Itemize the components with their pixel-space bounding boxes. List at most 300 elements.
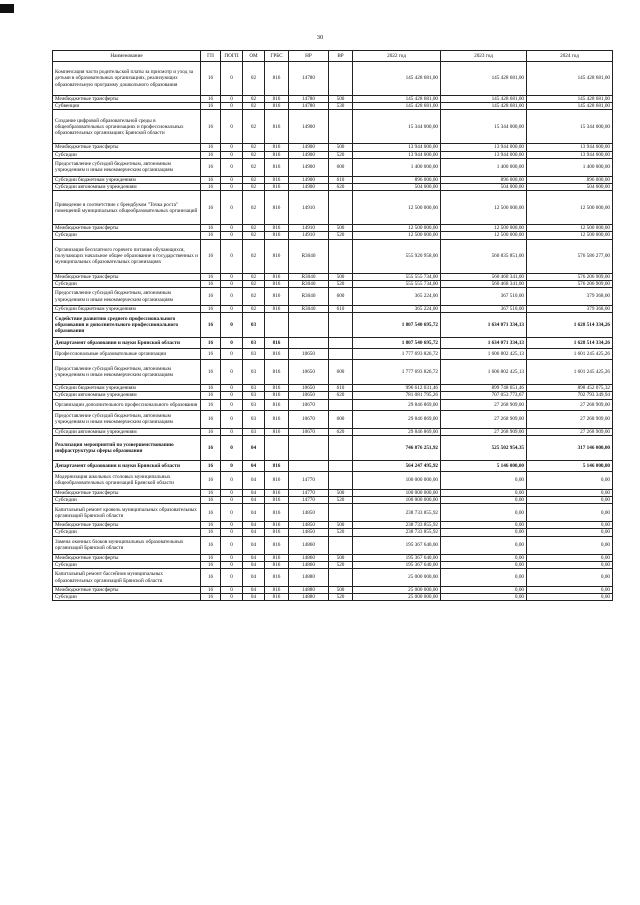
- cell-y2023: 0,00: [441, 561, 527, 568]
- cell-y2024: 12 500 000,00: [527, 232, 613, 239]
- cell-nr: 14850: [289, 529, 329, 536]
- cell-name: Модернизация школьных столовых муниципальных общеобразовательных организаций Брянской области: [53, 471, 201, 489]
- cell-vr: 610: [329, 306, 353, 313]
- cell-grbs: 816: [265, 497, 289, 504]
- cell-y2024: 12 500 000,00: [527, 225, 613, 232]
- cell-y2024: 5 146 000,00: [527, 460, 613, 471]
- cell-grbs: 816: [265, 349, 289, 360]
- cell-name: Субсидии: [53, 232, 201, 239]
- cell-nr: 14900: [289, 144, 329, 151]
- cell-gp: 16: [201, 306, 221, 313]
- cell-om: 02: [243, 232, 265, 239]
- cell-y2024: 13 944 000,00: [527, 151, 613, 158]
- cell-name: Создание цифровой образовательной среды в общеобразовательных организациях и профессиональных образовательных организациях Брянской области: [53, 110, 201, 144]
- cell-gp: 16: [201, 460, 221, 471]
- cell-name: Субсидии автономным учреждениям: [53, 392, 201, 399]
- cell-y2022: 29 846 869,00: [353, 399, 441, 410]
- cell-y2022: 195 367 640,00: [353, 536, 441, 554]
- cell-y2023: 560 468 341,00: [441, 280, 527, 287]
- cell-y2023: 560 835 851,00: [441, 239, 527, 273]
- cell-pogp: 0: [221, 349, 243, 360]
- table-row: [53, 360, 613, 385]
- column-header-vr: ВР: [329, 51, 353, 62]
- cell-gp: 16: [201, 428, 221, 435]
- cell-y2022: 1 777 693 826,72: [353, 360, 441, 385]
- cell-om: 03: [243, 399, 265, 410]
- cell-name: Субсидии: [53, 529, 201, 536]
- cell-vr: 520: [329, 280, 353, 287]
- table-row: [53, 96, 613, 103]
- cell-name: Профессиональные образовательные организации: [53, 349, 201, 360]
- cell-grbs: 816: [265, 561, 289, 568]
- cell-grbs: [265, 313, 289, 338]
- cell-om: 03: [243, 360, 265, 385]
- table-row: [53, 144, 613, 151]
- cell-om: 04: [243, 529, 265, 536]
- cell-gp: 16: [201, 158, 221, 176]
- table-row: [53, 460, 613, 471]
- cell-nr: 10670: [289, 410, 329, 428]
- cell-gp: 16: [201, 435, 221, 460]
- cell-y2023: 0,00: [441, 471, 527, 489]
- cell-om: 04: [243, 594, 265, 601]
- cell-gp: 16: [201, 103, 221, 110]
- cell-y2023: 1 606 802 425,13: [441, 349, 527, 360]
- cell-gp: 16: [201, 176, 221, 183]
- cell-name: Приведение в соответствие с брендбуком "Точка роста" помещений муниципальных общеобразовательных организаций: [53, 191, 201, 225]
- cell-grbs: 816: [265, 110, 289, 144]
- cell-gp: 16: [201, 385, 221, 392]
- cell-y2022: 896 000,00: [353, 176, 441, 183]
- cell-nr: 10650: [289, 360, 329, 385]
- cell-nr: R3040: [289, 288, 329, 306]
- cell-name: Субсидии: [53, 497, 201, 504]
- cell-y2024: 702 793 349,94: [527, 392, 613, 399]
- cell-y2022: 12 500 000,00: [353, 232, 441, 239]
- cell-om: 02: [243, 273, 265, 280]
- cell-grbs: 816: [265, 306, 289, 313]
- cell-vr: [329, 569, 353, 587]
- cell-vr: [329, 536, 353, 554]
- cell-name: Содействие развитию среднего профессионального образования и дополнительного профессионального образования: [53, 313, 201, 338]
- cell-grbs: 816: [265, 176, 289, 183]
- cell-nr: 14850: [289, 504, 329, 522]
- cell-grbs: 816: [265, 554, 289, 561]
- cell-y2023: 145 428 681,00: [441, 103, 527, 110]
- cell-gp: 16: [201, 471, 221, 489]
- cell-om: 02: [243, 144, 265, 151]
- cell-vr: 500: [329, 273, 353, 280]
- cell-y2024: 27 268 909,00: [527, 399, 613, 410]
- table-row: [53, 435, 613, 460]
- cell-nr: [289, 313, 329, 338]
- table-row: [53, 489, 613, 496]
- cell-gp: 16: [201, 349, 221, 360]
- cell-grbs: 816: [265, 239, 289, 273]
- cell-y2023: 0,00: [441, 529, 527, 536]
- cell-om: 02: [243, 103, 265, 110]
- cell-om: 04: [243, 587, 265, 594]
- cell-pogp: 0: [221, 225, 243, 232]
- table-row: [53, 110, 613, 144]
- cell-om: 02: [243, 62, 265, 96]
- cell-om: 04: [243, 569, 265, 587]
- cell-y2023: 145 428 681,00: [441, 62, 527, 96]
- cell-vr: [329, 62, 353, 96]
- cell-pogp: 0: [221, 273, 243, 280]
- table-row: [53, 399, 613, 410]
- cell-y2024: 1 601 245 425,26: [527, 360, 613, 385]
- cell-y2023: 145 428 681,00: [441, 96, 527, 103]
- cell-gp: 16: [201, 594, 221, 601]
- cell-nr: 10670: [289, 428, 329, 435]
- cell-pogp: 0: [221, 561, 243, 568]
- cell-vr: 620: [329, 428, 353, 435]
- cell-name: Субсидии: [53, 151, 201, 158]
- cell-y2022: 555 555 734,00: [353, 273, 441, 280]
- table-header: [53, 51, 613, 62]
- cell-om: 04: [243, 522, 265, 529]
- table-row: [53, 561, 613, 568]
- cell-gp: 16: [201, 144, 221, 151]
- cell-pogp: 0: [221, 184, 243, 191]
- cell-pogp: 0: [221, 306, 243, 313]
- cell-name: Межбюджетные трансферты: [53, 554, 201, 561]
- cell-gp: 16: [201, 489, 221, 496]
- cell-vr: 610: [329, 176, 353, 183]
- cell-name: Межбюджетные трансферты: [53, 489, 201, 496]
- cell-y2024: 145 428 681,00: [527, 62, 613, 96]
- cell-grbs: 816: [265, 504, 289, 522]
- cell-y2023: 1 634 071 334,13: [441, 338, 527, 349]
- cell-y2022: 25 000 000,00: [353, 587, 441, 594]
- cell-grbs: 816: [265, 471, 289, 489]
- cell-name: Реализация мероприятий по усовершенствованию инфраструктуры сферы образования: [53, 435, 201, 460]
- cell-grbs: 816: [265, 96, 289, 103]
- table-row: [53, 497, 613, 504]
- cell-gp: 16: [201, 410, 221, 428]
- cell-y2023: 12 500 000,00: [441, 225, 527, 232]
- cell-grbs: 816: [265, 410, 289, 428]
- cell-y2023: 367 510,00: [441, 306, 527, 313]
- cell-pogp: 0: [221, 522, 243, 529]
- cell-name: Субсидии бюджетным учреждениям: [53, 306, 201, 313]
- cell-vr: 520: [329, 151, 353, 158]
- cell-gp: 16: [201, 587, 221, 594]
- cell-vr: [329, 471, 353, 489]
- cell-grbs: 816: [265, 151, 289, 158]
- cell-vr: 520: [329, 232, 353, 239]
- cell-y2024: 0,00: [527, 504, 613, 522]
- cell-om: 03: [243, 392, 265, 399]
- cell-y2022: 13 944 000,00: [353, 151, 441, 158]
- cell-grbs: 816: [265, 232, 289, 239]
- cell-grbs: 816: [265, 569, 289, 587]
- cell-pogp: 0: [221, 529, 243, 536]
- cell-y2022: 195 367 640,00: [353, 554, 441, 561]
- table-row: [53, 392, 613, 399]
- cell-y2023: 15 344 000,00: [441, 110, 527, 144]
- cell-vr: [329, 349, 353, 360]
- table-row: [53, 529, 613, 536]
- cell-pogp: 0: [221, 385, 243, 392]
- table-row: [53, 176, 613, 183]
- cell-nr: 10670: [289, 399, 329, 410]
- cell-name: Субсидии: [53, 280, 201, 287]
- cell-om: 02: [243, 288, 265, 306]
- cell-gp: 16: [201, 561, 221, 568]
- cell-vr: 530: [329, 103, 353, 110]
- cell-y2023: 707 053 773,67: [441, 392, 527, 399]
- cell-y2023: 1 634 071 334,13: [441, 313, 527, 338]
- cell-om: 02: [243, 158, 265, 176]
- cell-y2023: 525 502 954,35: [441, 435, 527, 460]
- cell-y2022: 12 500 000,00: [353, 225, 441, 232]
- cell-name: Межбюджетные трансферты: [53, 522, 201, 529]
- cell-vr: [329, 313, 353, 338]
- cell-grbs: 816: [265, 399, 289, 410]
- cell-name: Компенсация части родительской платы за присмотр и уход за детьми в образовательных организациях, реализующих образовательную программу дошкольного образования: [53, 62, 201, 96]
- cell-nr: 14900: [289, 110, 329, 144]
- cell-nr: 14880: [289, 594, 329, 601]
- table-row: [53, 225, 613, 232]
- cell-y2023: 0,00: [441, 554, 527, 561]
- cell-y2022: 1 807 540 695,72: [353, 313, 441, 338]
- cell-y2024: 1 628 514 334,26: [527, 313, 613, 338]
- cell-y2023: 896 000,00: [441, 176, 527, 183]
- cell-om: 04: [243, 536, 265, 554]
- cell-grbs: [265, 435, 289, 460]
- cell-nr: 14900: [289, 176, 329, 183]
- cell-name: Организации дополнительного профессионального образования: [53, 399, 201, 410]
- cell-y2024: 0,00: [527, 569, 613, 587]
- table-row: [53, 158, 613, 176]
- cell-y2023: 504 000,00: [441, 184, 527, 191]
- cell-om: 04: [243, 435, 265, 460]
- cell-nr: R3040: [289, 280, 329, 287]
- cell-grbs: 816: [265, 385, 289, 392]
- cell-y2023: 367 510,00: [441, 288, 527, 306]
- cell-y2024: 145 428 681,00: [527, 96, 613, 103]
- cell-pogp: 0: [221, 151, 243, 158]
- table-row: [53, 569, 613, 587]
- cell-y2022: 555 920 958,00: [353, 239, 441, 273]
- cell-name: Предоставление субсидий бюджетным, автономным учреждениям и иным некоммерческим организациям: [53, 410, 201, 428]
- cell-y2022: 555 555 734,00: [353, 280, 441, 287]
- cell-om: 04: [243, 489, 265, 496]
- cell-grbs: 816: [265, 62, 289, 96]
- cell-y2024: 0,00: [527, 529, 613, 536]
- cell-pogp: 0: [221, 594, 243, 601]
- cell-nr: R3040: [289, 273, 329, 280]
- cell-name: Субсидии: [53, 594, 201, 601]
- cell-y2023: 899 748 651,46: [441, 385, 527, 392]
- cell-name: Межбюджетные трансферты: [53, 96, 201, 103]
- cell-y2022: 1 777 693 826,72: [353, 349, 441, 360]
- cell-vr: [329, 191, 353, 225]
- cell-name: Межбюджетные трансферты: [53, 225, 201, 232]
- cell-y2024: 504 000,00: [527, 184, 613, 191]
- cell-vr: [329, 110, 353, 144]
- cell-pogp: 0: [221, 280, 243, 287]
- table-row: [53, 191, 613, 225]
- cell-y2023: 12 500 000,00: [441, 232, 527, 239]
- cell-nr: R3040: [289, 239, 329, 273]
- cell-om: 03: [243, 385, 265, 392]
- column-header-gp: ГП: [201, 51, 221, 62]
- cell-y2023: 13 944 000,00: [441, 151, 527, 158]
- cell-gp: 16: [201, 522, 221, 529]
- cell-name: Межбюджетные трансферты: [53, 587, 201, 594]
- cell-pogp: 0: [221, 435, 243, 460]
- cell-pogp: 0: [221, 338, 243, 349]
- cell-vr: [329, 338, 353, 349]
- cell-pogp: 0: [221, 144, 243, 151]
- cell-pogp: 0: [221, 399, 243, 410]
- cell-y2022: 365 224,00: [353, 288, 441, 306]
- cell-nr: 10650: [289, 349, 329, 360]
- cell-om: 03: [243, 349, 265, 360]
- cell-pogp: 0: [221, 96, 243, 103]
- cell-y2024: 896 000,00: [527, 176, 613, 183]
- cell-gp: 16: [201, 273, 221, 280]
- cell-pogp: 0: [221, 489, 243, 496]
- cell-pogp: 0: [221, 569, 243, 587]
- cell-pogp: 0: [221, 232, 243, 239]
- cell-grbs: 816: [265, 529, 289, 536]
- cell-nr: [289, 435, 329, 460]
- cell-y2024: 145 428 681,00: [527, 103, 613, 110]
- cell-y2024: 379 368,00: [527, 306, 613, 313]
- cell-y2023: 13 944 000,00: [441, 144, 527, 151]
- cell-vr: 610: [329, 385, 353, 392]
- cell-vr: [329, 460, 353, 471]
- cell-om: 02: [243, 96, 265, 103]
- cell-grbs: 816: [265, 489, 289, 496]
- cell-name: Департамент образования и науки Брянской области: [53, 338, 201, 349]
- cell-y2022: 100 000 000,00: [353, 471, 441, 489]
- cell-gp: 16: [201, 392, 221, 399]
- cell-y2022: 746 876 251,92: [353, 435, 441, 460]
- cell-pogp: 0: [221, 62, 243, 96]
- column-header-pogp: ПОГП: [221, 51, 243, 62]
- cell-nr: 14860: [289, 554, 329, 561]
- cell-vr: [329, 504, 353, 522]
- cell-gp: 16: [201, 288, 221, 306]
- cell-gp: 16: [201, 62, 221, 96]
- cell-y2024: 317 146 000,00: [527, 435, 613, 460]
- cell-vr: 600: [329, 360, 353, 385]
- cell-vr: 620: [329, 184, 353, 191]
- cell-name: Межбюджетные трансферты: [53, 144, 201, 151]
- cell-om: 03: [243, 428, 265, 435]
- cell-y2022: 365 224,00: [353, 306, 441, 313]
- cell-y2024: 27 268 909,00: [527, 410, 613, 428]
- cell-nr: 14880: [289, 569, 329, 587]
- cell-om: 03: [243, 338, 265, 349]
- cell-y2024: 0,00: [527, 554, 613, 561]
- page-number: 30: [316, 34, 324, 41]
- cell-om: 04: [243, 471, 265, 489]
- cell-name: Субсидии бюджетным учреждениям: [53, 176, 201, 183]
- cell-name: Субсидии автономным учреждениям: [53, 184, 201, 191]
- cell-y2024: 576 206 909,00: [527, 273, 613, 280]
- cell-name: Субсидии: [53, 561, 201, 568]
- cell-grbs: 816: [265, 184, 289, 191]
- cell-y2024: 1 400 000,00: [527, 158, 613, 176]
- cell-y2022: 25 000 000,00: [353, 569, 441, 587]
- cell-nr: 14770: [289, 497, 329, 504]
- cell-gp: 16: [201, 280, 221, 287]
- cell-grbs: 816: [265, 536, 289, 554]
- cell-name: Организация бесплатного горячего питания обучающихся, получающих начальное общее образование в государственных и муниципальных образовательных организациях: [53, 239, 201, 273]
- cell-y2023: 0,00: [441, 587, 527, 594]
- cell-name: Замена оконных блоков муниципальных образовательных организаций Брянской области: [53, 536, 201, 554]
- cell-y2023: 0,00: [441, 594, 527, 601]
- cell-nr: 14880: [289, 587, 329, 594]
- cell-y2022: 781 081 795,26: [353, 392, 441, 399]
- cell-y2024: 0,00: [527, 522, 613, 529]
- cell-nr: R3040: [289, 306, 329, 313]
- table-row: [53, 103, 613, 110]
- cell-gp: 16: [201, 536, 221, 554]
- cell-pogp: 0: [221, 536, 243, 554]
- table-row: [53, 151, 613, 158]
- cell-nr: 10650: [289, 392, 329, 399]
- cell-nr: 10650: [289, 385, 329, 392]
- cell-grbs: 816: [265, 360, 289, 385]
- table-row: [53, 349, 613, 360]
- cell-gp: 16: [201, 96, 221, 103]
- cell-pogp: 0: [221, 176, 243, 183]
- cell-y2023: 0,00: [441, 536, 527, 554]
- cell-nr: 14910: [289, 232, 329, 239]
- table-row: [53, 522, 613, 529]
- column-header-y2024: 2024 год: [527, 51, 613, 62]
- cell-y2022: 25 000 000,00: [353, 594, 441, 601]
- table-row: [53, 232, 613, 239]
- cell-gp: 16: [201, 529, 221, 536]
- cell-vr: 500: [329, 225, 353, 232]
- cell-om: 02: [243, 225, 265, 232]
- cell-name: Межбюджетные трансферты: [53, 273, 201, 280]
- cell-gp: 16: [201, 184, 221, 191]
- cell-gp: 16: [201, 313, 221, 338]
- cell-y2023: 0,00: [441, 569, 527, 587]
- cell-pogp: 0: [221, 103, 243, 110]
- table-row: [53, 587, 613, 594]
- cell-y2024: 0,00: [527, 497, 613, 504]
- cell-y2023: 0,00: [441, 522, 527, 529]
- cell-y2022: 145 428 681,00: [353, 103, 441, 110]
- cell-name: Капитальный ремонт кровель муниципальных образовательных организаций Брянской области: [53, 504, 201, 522]
- cell-y2022: 100 000 000,00: [353, 489, 441, 496]
- cell-y2023: 1 400 000,00: [441, 158, 527, 176]
- cell-y2023: 27 268 909,00: [441, 410, 527, 428]
- cell-y2024: 27 268 909,00: [527, 428, 613, 435]
- cell-name: Предоставление субсидий бюджетным, автономным учреждениям и иным некоммерческим организациям: [53, 288, 201, 306]
- cell-gp: 16: [201, 360, 221, 385]
- cell-y2024: 0,00: [527, 587, 613, 594]
- table-row: [53, 288, 613, 306]
- table-row: [53, 273, 613, 280]
- cell-vr: 500: [329, 554, 353, 561]
- cell-y2022: 564 247 495,92: [353, 460, 441, 471]
- cell-name: Субсидии автономным учреждениям: [53, 428, 201, 435]
- cell-grbs: 816: [265, 103, 289, 110]
- cell-pogp: 0: [221, 239, 243, 273]
- cell-om: 04: [243, 554, 265, 561]
